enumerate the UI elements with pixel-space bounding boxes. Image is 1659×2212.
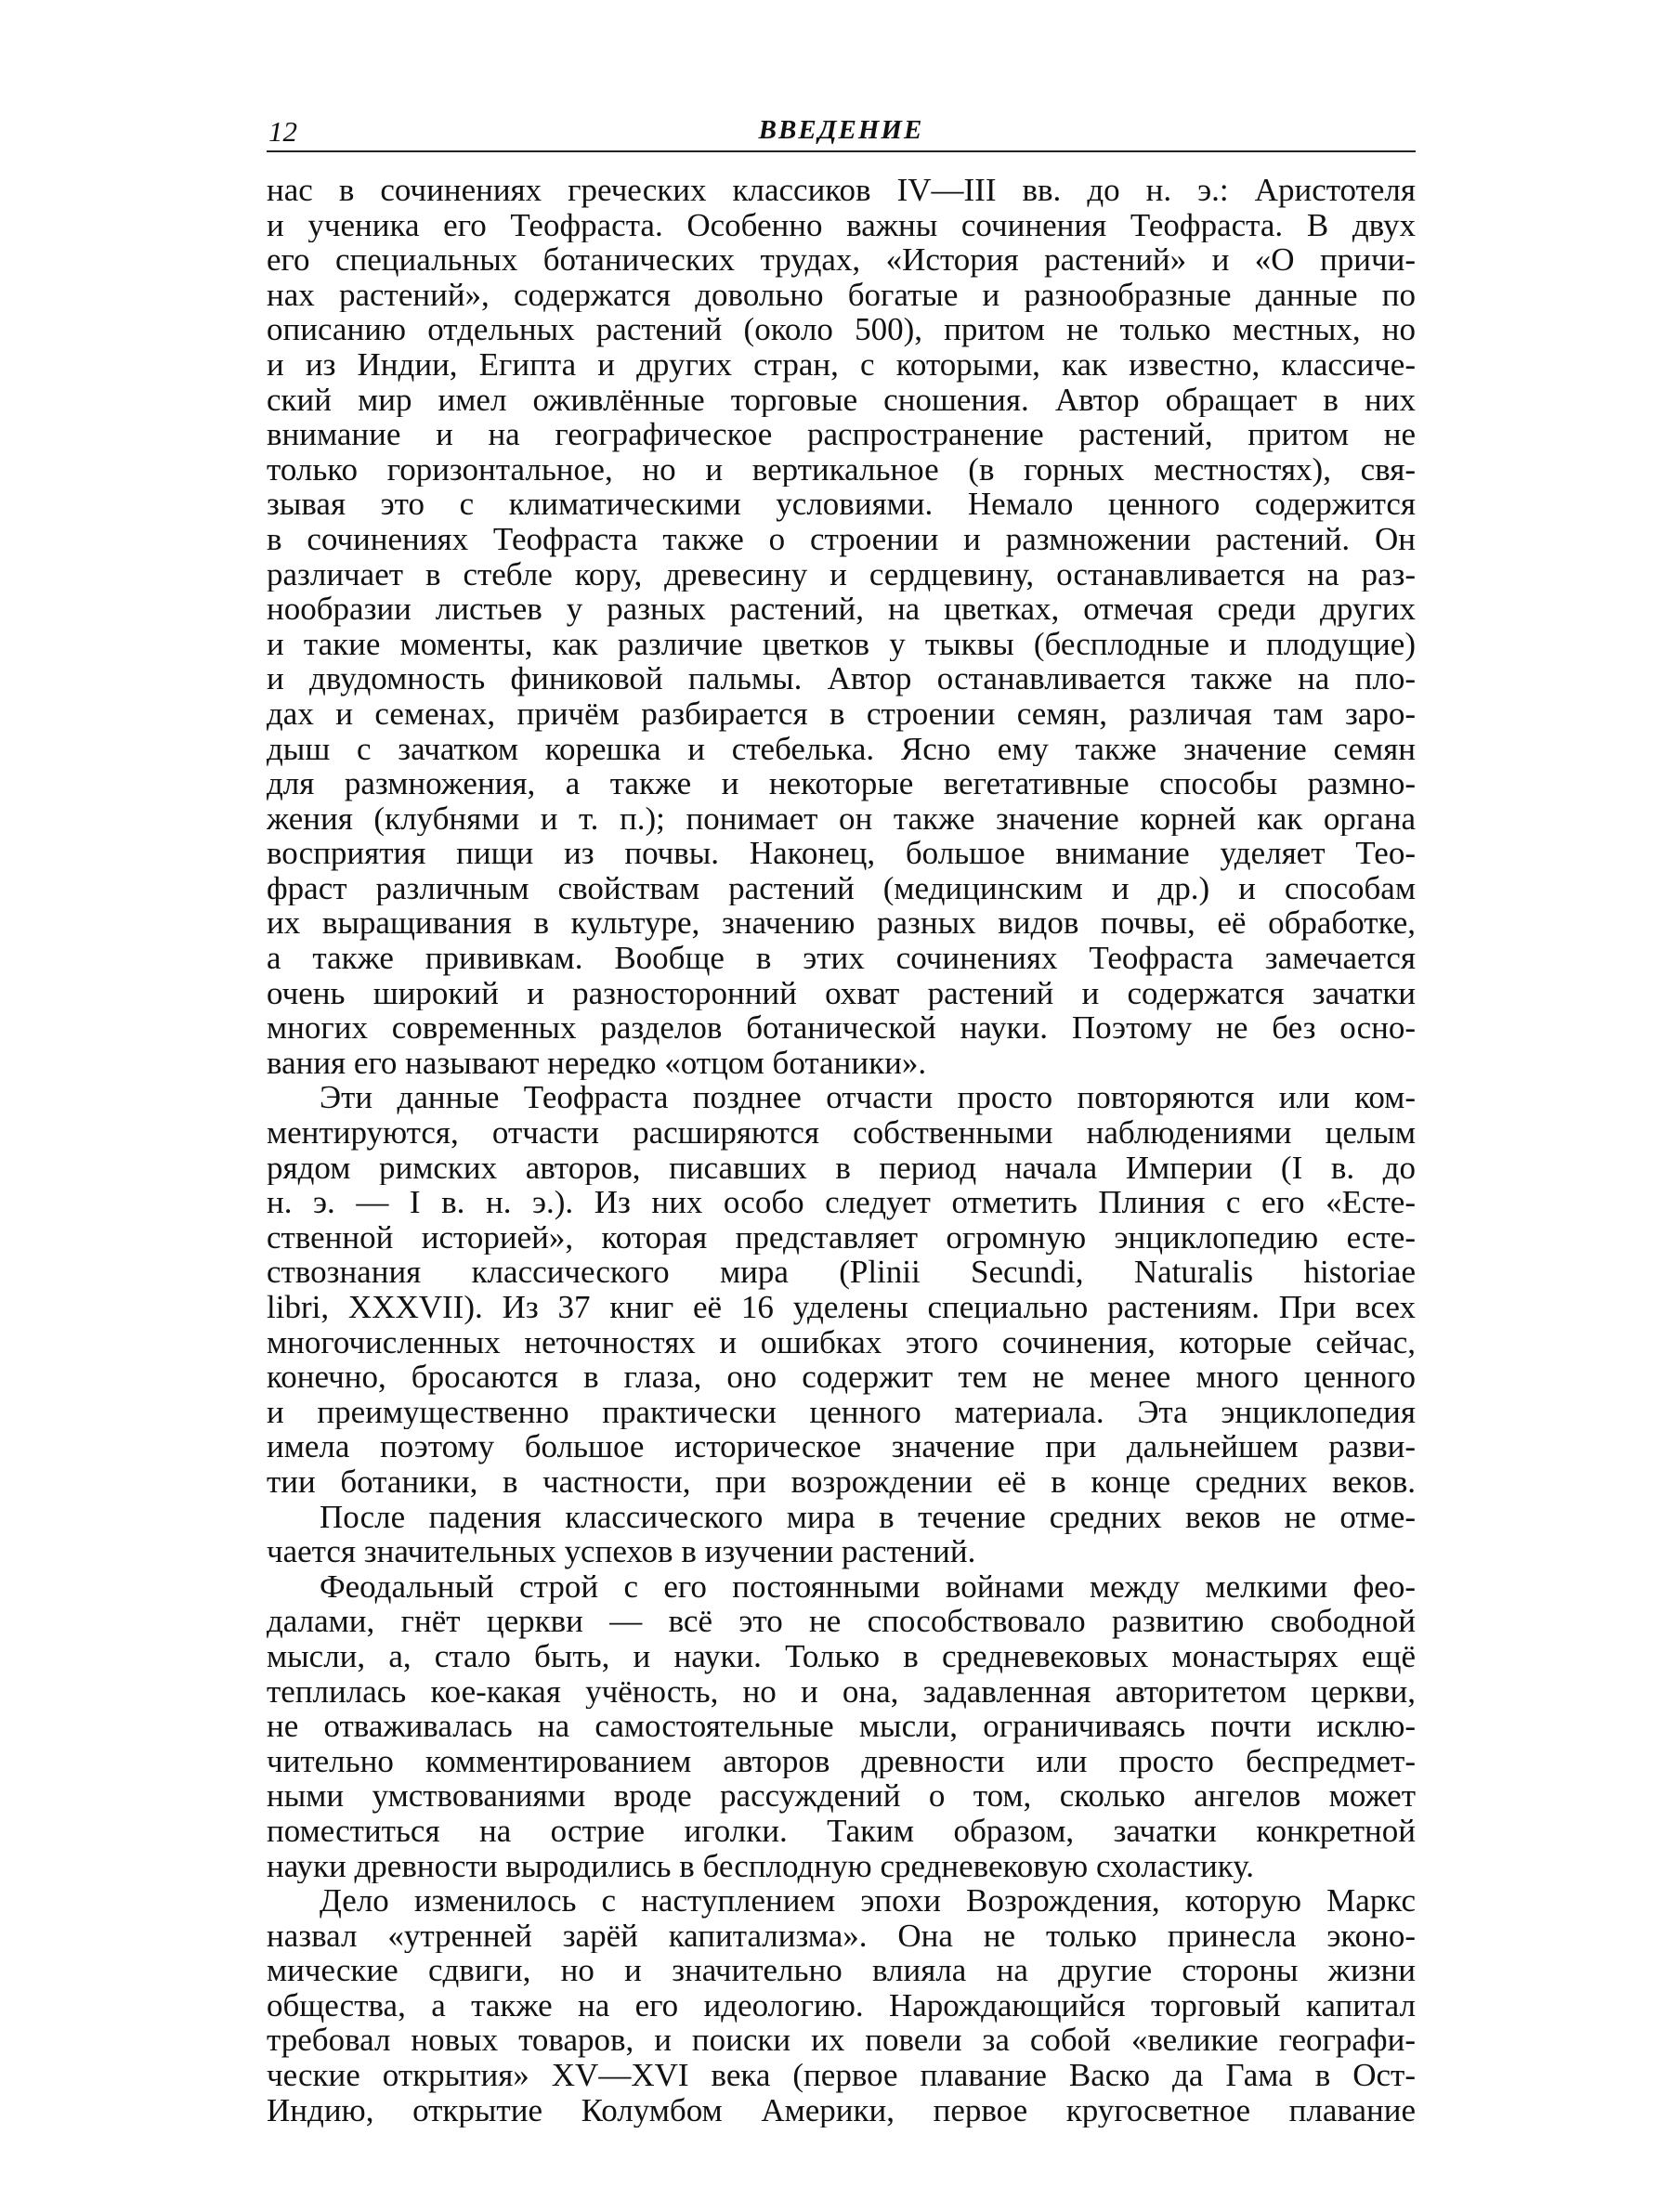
text-line: зывая это с климатическими условиями. Немало ценного содержится	[267, 487, 1416, 522]
body-text	[267, 173, 1416, 2127]
text-line: ными умствованиями вроде рассуждений о том, сколько ангелов может	[267, 1778, 1416, 1814]
text-line: восприятия пищи из почвы. Наконец, большое внимание уделяет Тео-	[267, 836, 1416, 871]
text-line: не отваживалась на самостоятельные мысли, ограничиваясь почти исклю-	[267, 1709, 1416, 1744]
text-line: нах растений», содержатся довольно богатые и разнообразные данные по	[267, 277, 1416, 313]
text-line: ственной историей», которая представляет огромную энциклопедию есте-	[267, 1219, 1416, 1256]
text-line: в сочинениях Теофраста также о строении и размножении растений. Он	[267, 521, 1416, 557]
text-line: а также прививкам. Вообще в этих сочинениях Теофраста замечается	[267, 941, 1416, 976]
text-line: различает в стебле кору, древесину и сердцевину, останавливается на раз-	[267, 556, 1416, 592]
text-line: После падения классического мира в течение средних веков не отме-	[320, 1499, 1416, 1535]
text-line: мические сдвиги, но и значительно влияла на другие стороны жизни	[267, 1953, 1416, 1988]
text-line: теплилась кое-какая учёность, но и она, задавленная авторитетом церкви,	[267, 1673, 1416, 1710]
text-line: дах и семенах, причём разбирается в строении семян, различая там заро-	[267, 696, 1416, 732]
text-line: имела поэтому большое историческое значение при дальнейшем разви-	[267, 1429, 1416, 1464]
text-line: жения (клубнями и т. п.); понимает он также значение корней как органа	[267, 800, 1416, 837]
text-line: н. э. — I в. н. э.). Из них особо следует отметить Плиния с его «Есте-	[267, 1185, 1416, 1220]
running-title: ВВЕДЕНИЕ	[758, 115, 924, 145]
text-line: описанию отдельных растений (около 500), притом не только местных, но	[267, 312, 1416, 347]
text-line: и преимущественно практически ценного материала. Эта энциклопедия	[267, 1394, 1416, 1430]
text-line: мысли, а, стало быть, и науки. Только в средневековых монастырях ещё	[267, 1638, 1416, 1674]
text-line: конечно, бросаются в глаза, оно содержит тем не менее много ценного	[267, 1360, 1416, 1395]
text-line: фраст различным свойствам растений (медицинским и др.) и способам	[267, 870, 1416, 906]
text-line: далами, гнёт церкви — всё это не способствовало развитию свободной	[267, 1604, 1416, 1639]
text-line: их выращивания в культуре, значению разных видов почвы, её обработке,	[267, 905, 1416, 942]
text-line: и такие моменты, как различие цветков у тыквы (бесплодные и плодущие)	[267, 626, 1416, 662]
text-line: рядом римских авторов, писавших в период начала Империи (I в. до	[267, 1150, 1416, 1186]
text-line: и двудомность финиковой пальмы. Автор останавливается также на пло-	[267, 661, 1416, 696]
text-line: чительно комментированием авторов древности или просто беспредмет-	[267, 1743, 1416, 1779]
text-line: очень широкий и разносторонний охват растений и содержатся зачатки	[267, 975, 1416, 1011]
text-line: требовал новых товаров, и поиски их повели за собой «великие географи-	[267, 2023, 1416, 2059]
text-line: внимание и на географическое распространение растений, притом не	[267, 417, 1416, 452]
text-line: Эти данные Теофраста позднее отчасти просто повторяются или ком-	[320, 1080, 1416, 1116]
text-line: Феодальный строй с его постоянными войнами между мелкими фео-	[320, 1568, 1416, 1605]
page-number: 12	[268, 115, 297, 148]
text-line: многих современных разделов ботанической науки. Поэтому не без осно-	[267, 1010, 1416, 1046]
text-line: Индию, открытие Колумбом Америки, первое кругосветное плавание	[267, 2092, 1416, 2128]
text-line: дыш с зачатком корешка и стебелька. Ясно ему также значение семян	[267, 731, 1416, 767]
text-line: общества, а также на его идеологию. Нарождающийся торговый капитал	[267, 1987, 1416, 2023]
text-line: только горизонтальное, но и вертикальное (в горных местностях), свя-	[267, 451, 1416, 488]
text-line: тии ботаники, в частности, при возрождении её в конце средних веков.	[267, 1464, 1416, 1500]
text-line: нообразии листьев у разных растений, на цветках, отмечая среди других	[267, 592, 1416, 627]
text-line: ский мир имел оживлённые торговые сношения. Автор обращает в них	[267, 382, 1416, 418]
text-line: ствознания классического мира (Plinii Secundi, Naturalis historiae	[267, 1255, 1416, 1290]
text-line: libri, XXXVII). Из 37 книг её 16 уделены специально растениям. При всех	[267, 1290, 1416, 1325]
text-line: вания его называют нередко «отцом ботаники».	[267, 1045, 927, 1081]
text-line: ментируются, отчасти расширяются собственными наблюдениями целым	[267, 1115, 1416, 1151]
book-page	[267, 110, 1416, 2127]
text-line: и из Индии, Египта и других стран, с которыми, как известно, классиче-	[267, 346, 1416, 383]
text-line: назвал «утренней зарёй капитализма». Она не только принесла эконо-	[267, 1918, 1416, 1954]
text-line: многочисленных неточностях и ошибках этого сочинения, которые сейчас,	[267, 1324, 1416, 1360]
text-line: для размножения, а также и некоторые вегетативные способы размно-	[267, 766, 1416, 801]
text-line: поместиться на острие иголки. Таким образом, зачатки конкретной	[267, 1813, 1416, 1849]
text-line: чается значительных успехов в изучении растений.	[267, 1534, 976, 1569]
page-header	[267, 110, 1416, 152]
text-line: его специальных ботанических трудах, «История растений» и «О причи-	[267, 242, 1416, 278]
text-line: нас в сочинениях греческих классиков IV—III вв. до н. э.: Аристотеля	[267, 173, 1416, 208]
text-line: и ученика его Теофраста. Особенно важны сочинения Теофраста. В двух	[267, 207, 1416, 243]
text-line: ческие открытия» XV—XVI века (первое плавание Васко да Гама в Ост-	[267, 2058, 1416, 2093]
text-line: науки древности выродились в бесплодную средневековую схоластику.	[267, 1848, 1255, 1884]
text-line: Дело изменилось с наступлением эпохи Возрождения, которую Маркс	[320, 1883, 1416, 1919]
